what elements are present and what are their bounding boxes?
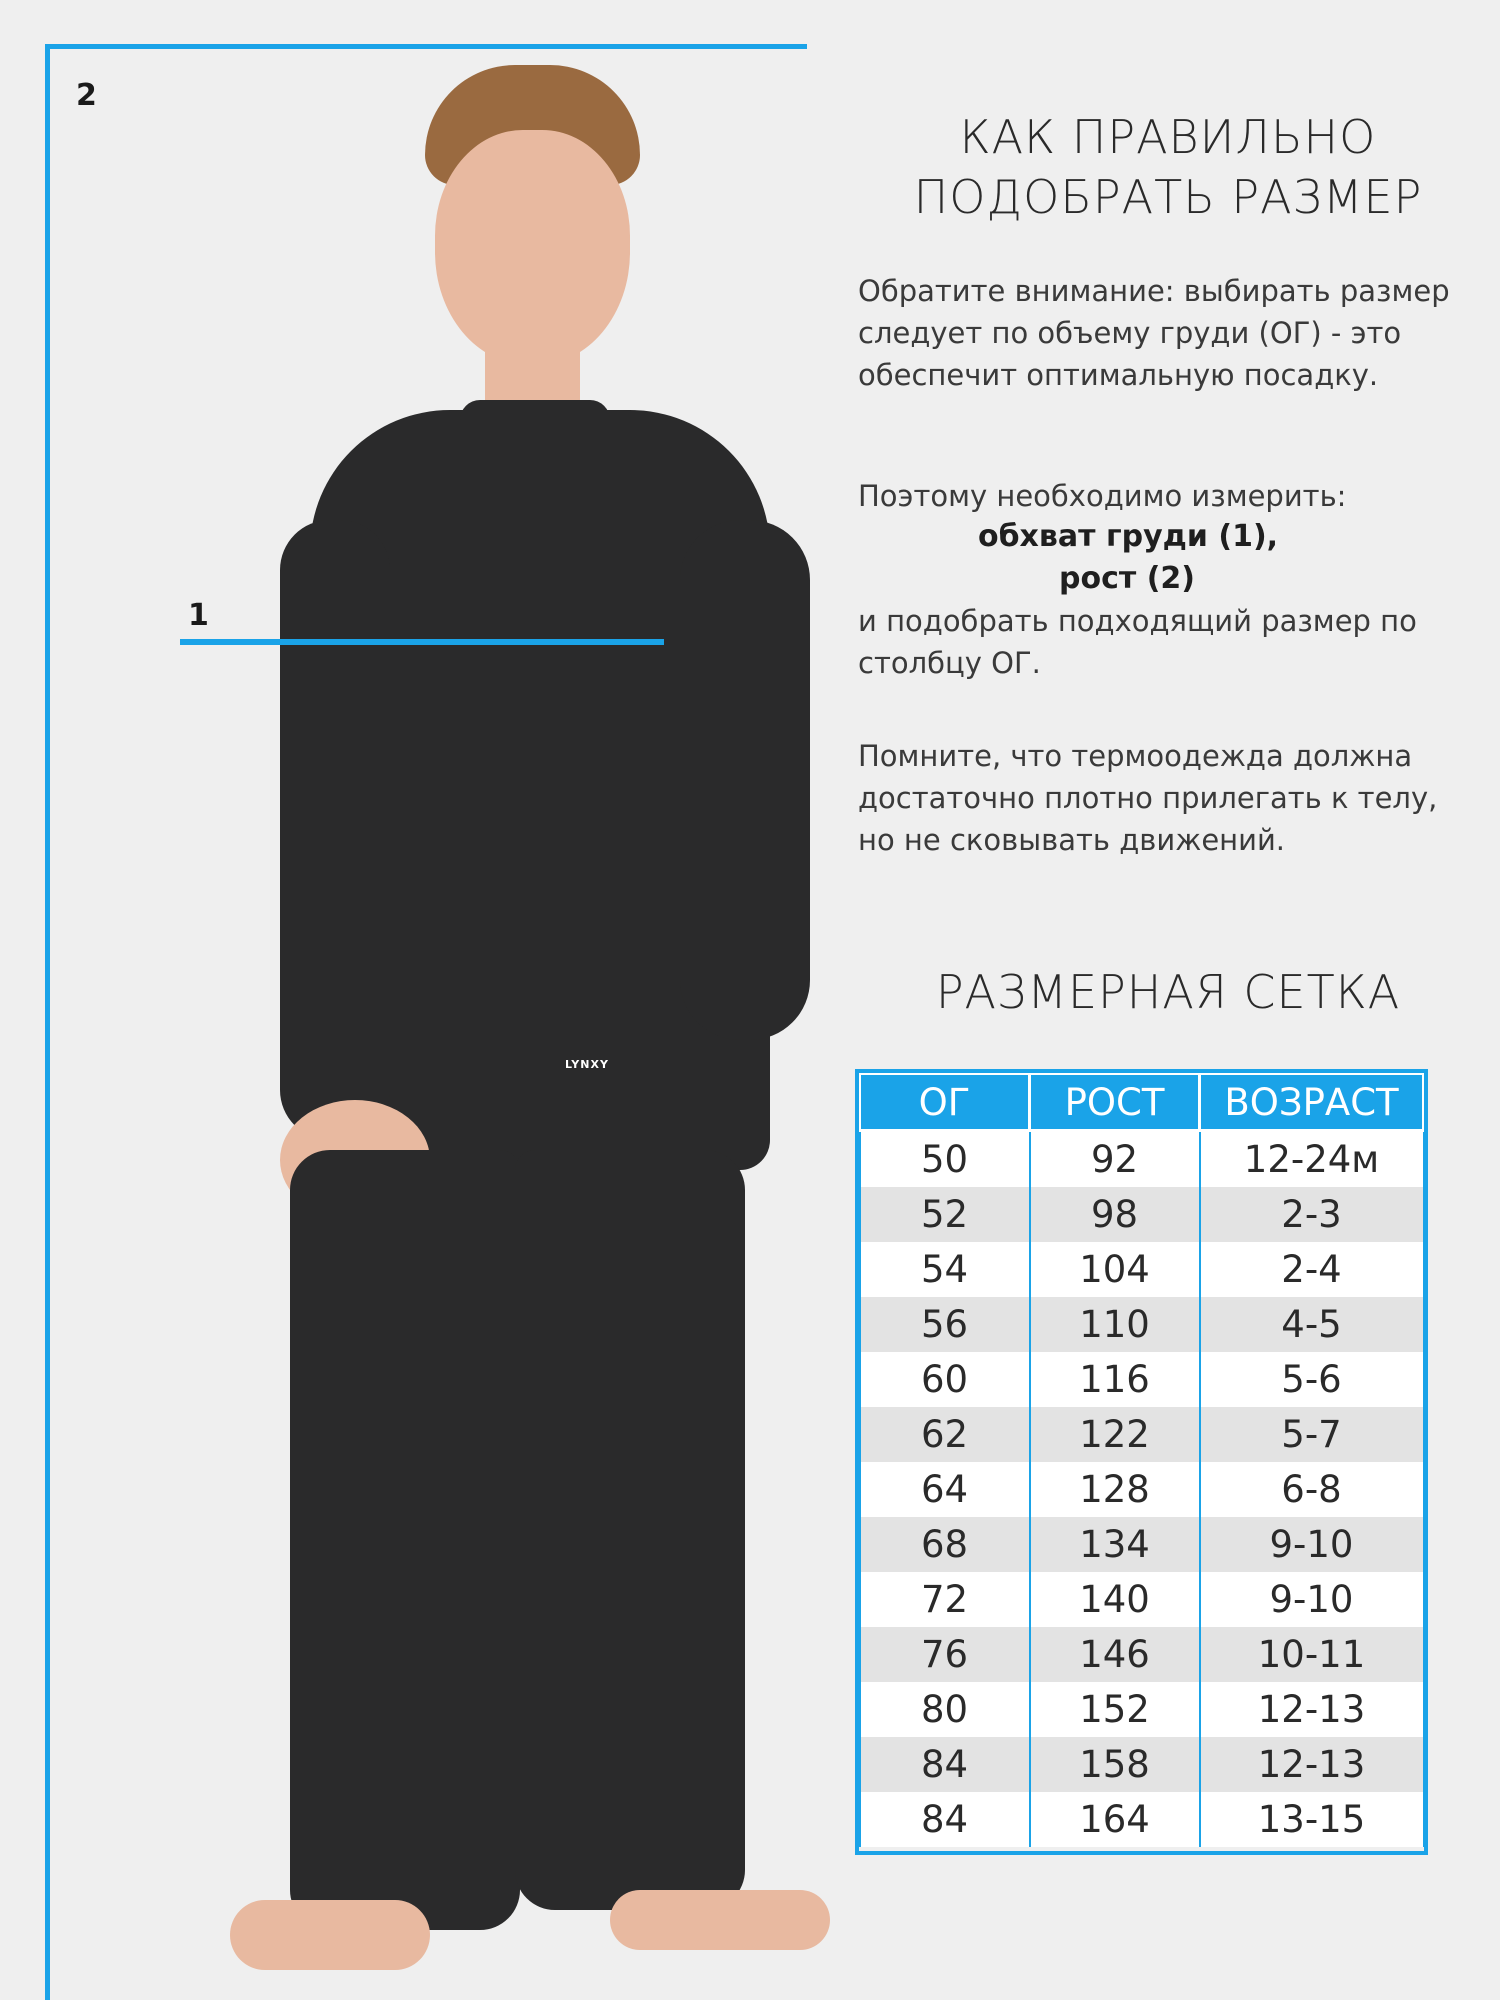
cell-chest: 54 (860, 1242, 1030, 1297)
cell-chest: 80 (860, 1682, 1030, 1737)
cell-age: 9-10 (1200, 1572, 1424, 1627)
height-measure-instruction: рост (2) (1059, 561, 1195, 596)
cell-height: 110 (1030, 1297, 1200, 1352)
table-row (860, 1131, 1424, 1188)
cell-chest: 50 (860, 1131, 1030, 1188)
table-row (860, 1682, 1424, 1737)
table-row (860, 1242, 1424, 1297)
page-title-line2: ПОДОБРАТЬ РАЗМЕР (913, 170, 1423, 224)
cell-height: 134 (1030, 1517, 1200, 1572)
cell-chest: 76 (860, 1627, 1030, 1682)
table-row (860, 1462, 1424, 1517)
chest-measure-instruction: обхват груди (1), (978, 519, 1279, 554)
cell-chest: 62 (860, 1407, 1030, 1462)
cell-height: 158 (1030, 1737, 1200, 1792)
cell-chest: 52 (860, 1187, 1030, 1242)
left-sleeve (280, 520, 390, 1140)
header-age: ВОЗРАСТ (1200, 1074, 1424, 1131)
right-foot (610, 1890, 830, 1950)
table-row (860, 1352, 1424, 1407)
cell-age: 10-11 (1200, 1627, 1424, 1682)
child-photo (220, 40, 840, 1990)
cell-age: 12-13 (1200, 1737, 1424, 1792)
table-row (860, 1187, 1424, 1242)
cell-age: 5-6 (1200, 1352, 1424, 1407)
cell-chest: 64 (860, 1462, 1030, 1517)
cell-chest: 84 (860, 1737, 1030, 1792)
cell-height: 104 (1030, 1242, 1200, 1297)
cell-age: 6-8 (1200, 1462, 1424, 1517)
cell-age: 2-4 (1200, 1242, 1424, 1297)
table-row (860, 1517, 1424, 1572)
cell-height: 146 (1030, 1627, 1200, 1682)
cell-height: 152 (1030, 1682, 1200, 1737)
instruction-paragraph-3: Помните, что термоодежда должна достаточно плотно прилегать к телу, но не сковывать движений. (858, 739, 1438, 857)
height-marker-label: 2 (76, 78, 97, 113)
cell-chest: 72 (860, 1572, 1030, 1627)
right-sleeve (680, 520, 810, 1040)
page-title (858, 107, 1478, 227)
cell-chest: 56 (860, 1297, 1030, 1352)
cell-height: 98 (1030, 1187, 1200, 1242)
chest-marker-line (180, 639, 664, 645)
instruction-paragraph-1: Обратите внимание: выбирать размер следует по объему груди (ОГ) - это обеспечит оптимальную посадку. (858, 274, 1450, 392)
cell-height: 116 (1030, 1352, 1200, 1407)
cell-height: 128 (1030, 1462, 1200, 1517)
size-chart-header-row (860, 1074, 1424, 1131)
cell-age: 9-10 (1200, 1517, 1424, 1572)
cell-age: 4-5 (1200, 1297, 1424, 1352)
thermal-top-collar (460, 400, 610, 460)
chest-marker-label: 1 (188, 598, 209, 633)
right-leg (515, 1150, 745, 1910)
cell-chest: 60 (860, 1352, 1030, 1407)
cell-height: 140 (1030, 1572, 1200, 1627)
child-neck (485, 340, 580, 400)
header-chest: ОГ (860, 1074, 1030, 1131)
cell-age: 12-13 (1200, 1682, 1424, 1737)
brand-logo: LYNXY (565, 1058, 609, 1071)
instruction-paragraph-2-outro: и подобрать подходящий размер по столбцу ОГ. (858, 604, 1417, 680)
cell-height: 164 (1030, 1792, 1200, 1847)
instruction-paragraph-2-intro: Поэтому необходимо измерить: (858, 479, 1347, 513)
size-chart-table (858, 1072, 1425, 1847)
cell-age: 5-7 (1200, 1407, 1424, 1462)
table-row (860, 1572, 1424, 1627)
cell-age: 13-15 (1200, 1792, 1424, 1847)
table-row (860, 1792, 1424, 1847)
left-foot (230, 1900, 430, 1970)
header-height: РОСТ (1030, 1074, 1200, 1131)
size-chart-title: РАЗМЕРНАЯ СЕТКА (935, 965, 1401, 1019)
height-marker-vertical-line (45, 44, 50, 2000)
cell-age: 12-24м (1200, 1131, 1424, 1188)
page-title-line1: КАК ПРАВИЛЬНО (959, 110, 1377, 164)
table-row (860, 1737, 1424, 1792)
table-row (860, 1297, 1424, 1352)
cell-age: 2-3 (1200, 1187, 1424, 1242)
child-head (435, 130, 630, 365)
cell-height: 122 (1030, 1407, 1200, 1462)
cell-height: 92 (1030, 1131, 1200, 1188)
cell-chest: 84 (860, 1792, 1030, 1847)
table-row (860, 1407, 1424, 1462)
left-leg (290, 1150, 520, 1930)
cell-chest: 68 (860, 1517, 1030, 1572)
table-row (860, 1627, 1424, 1682)
